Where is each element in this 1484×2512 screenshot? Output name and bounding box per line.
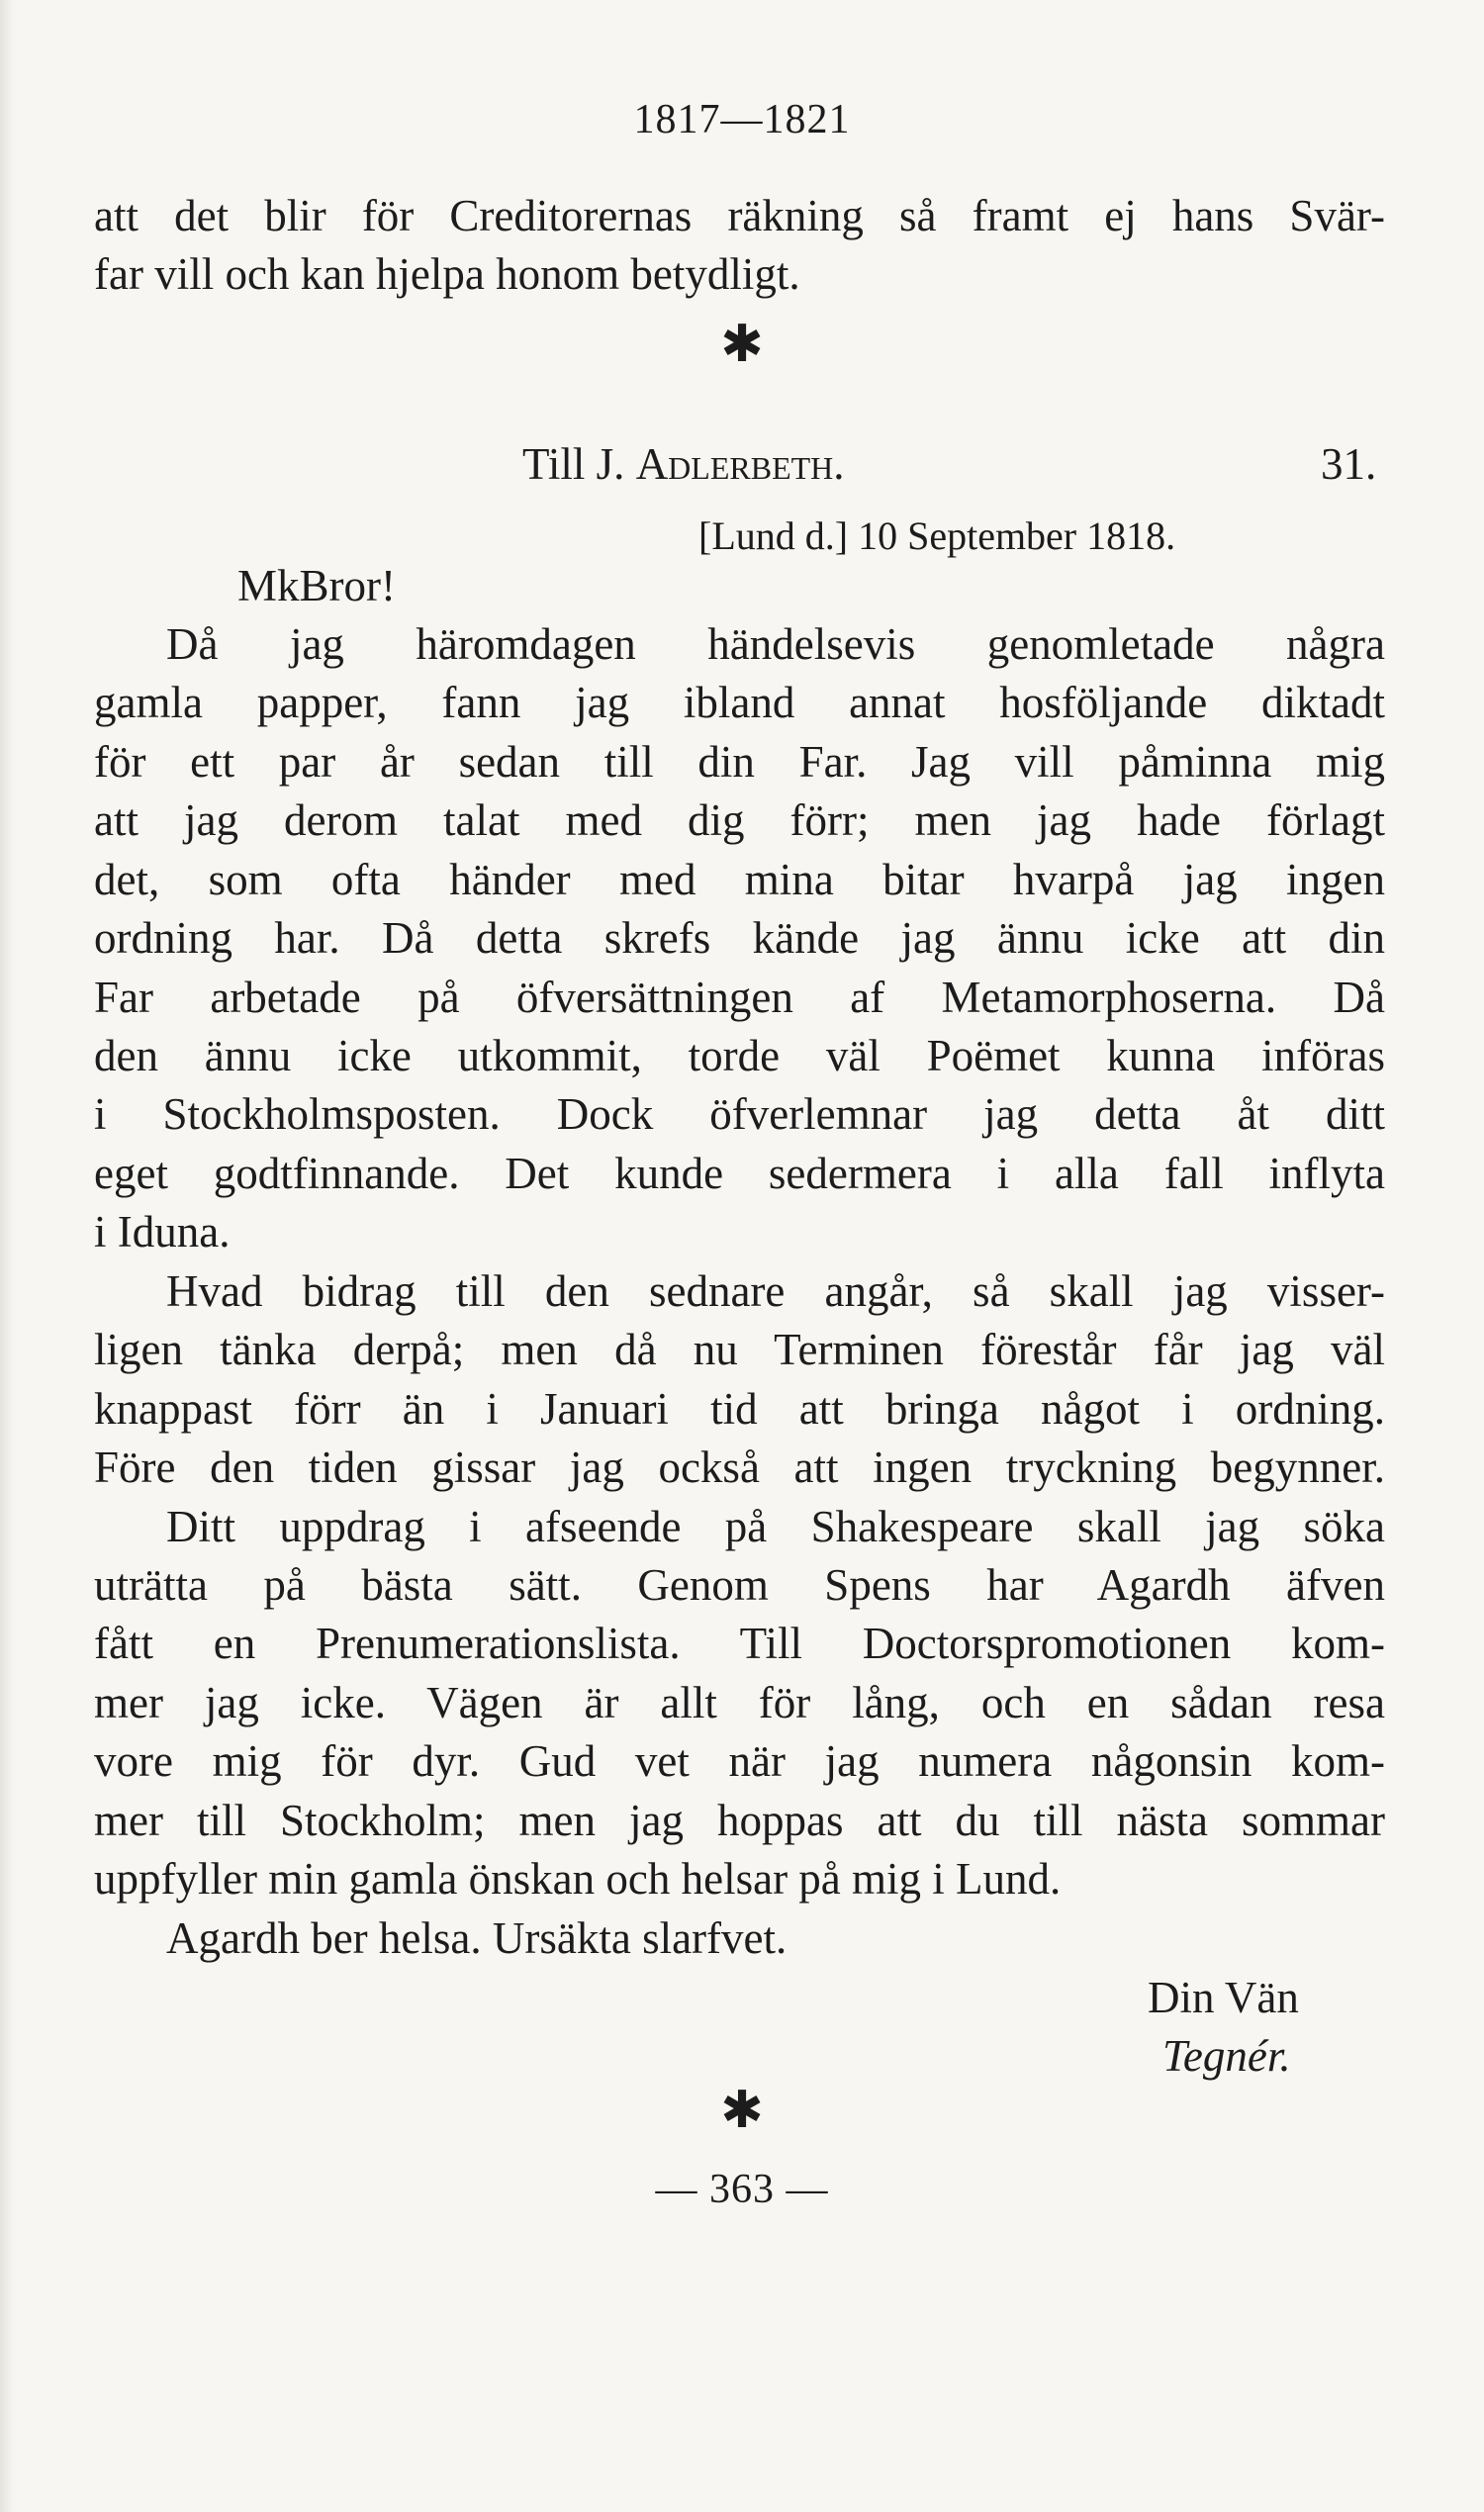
letter-closing: Din Vän: [1148, 1973, 1299, 2022]
text-line: vore mig för dyr. Gud vet när jag numera någonsin kom-: [94, 1736, 1385, 1786]
letter-place-date: [Lund d.] 10 September 1818.: [698, 513, 1176, 558]
running-header-years: 1817—1821: [633, 97, 851, 142]
recipient-name: Adlerbeth.: [635, 439, 845, 489]
text-line: Före den tiden gissar jag också att ingen tryckning begynner.: [94, 1442, 1385, 1492]
text-line: eget godtfinnande. Det kunde sedermera i alla fall inflyta: [94, 1149, 1385, 1198]
text-line: den ännu icke utkommit, torde väl Poëmet kunna införas: [94, 1031, 1385, 1080]
page-number: — 363 —: [655, 2167, 829, 2212]
text-line: ordning har. Då detta skrefs kände jag ännu icke att din: [94, 913, 1385, 963]
text-line: uträtta på bästa sätt. Genom Spens har Agardh äfven: [94, 1560, 1385, 1610]
letter-salutation: MkBror!: [237, 561, 396, 610]
text-line: det, som ofta händer med mina bitar hvarpå jag ingen: [94, 855, 1385, 904]
text-line: för ett par år sedan till din Far. Jag vill påminna mig: [94, 737, 1385, 787]
text-line: att det blir för Creditorernas räkning så framt ej hans Svär-: [94, 191, 1385, 240]
text-line: att jag derom talat med dig förr; men jag hade förlagt: [94, 795, 1385, 845]
text-line: Ditt uppdrag i afseende på Shakespeare skall jag söka: [166, 1502, 1385, 1551]
letter-signature: Tegnér.: [1162, 2031, 1291, 2081]
text-line: i Stockholmsposten. Dock öfverlemnar jag detta åt ditt: [94, 1089, 1385, 1139]
text-line: uppfyller min gamla önskan och helsar på mig i Lund.: [94, 1854, 1062, 1904]
text-line: fått en Prenumerationslista. Till Doctorspromotionen kom-: [94, 1619, 1385, 1668]
asterisk-ornament: ✱: [720, 2083, 764, 2139]
asterisk-ornament: ✱: [720, 317, 764, 373]
text-line: mer till Stockholm; men jag hoppas att du till nästa sommar: [94, 1796, 1385, 1845]
text-line: knappast förr än i Januari tid att bringa något i ordning.: [94, 1384, 1385, 1434]
text-line: far vill och kan hjelpa honom betydligt.: [94, 249, 800, 299]
letter-number: 31.: [1321, 439, 1377, 489]
text-line: Agardh ber helsa. Ursäkta slarfvet.: [166, 1913, 788, 1963]
text-line: gamla papper, fann jag ibland annat hosföljande diktadt: [94, 678, 1385, 727]
text-line: Far arbetade på öfversättningen af Metamorphoserna. Då: [94, 973, 1385, 1022]
recipient-prefix: Till J.: [522, 439, 636, 489]
text-line: Då jag häromdagen händelsevis genomletade några: [166, 619, 1385, 669]
text-line: ligen tänka derpå; men då nu Terminen förestår får jag väl: [94, 1325, 1385, 1374]
text-line: mer jag icke. Vägen är allt för lång, och en sådan resa: [94, 1678, 1385, 1727]
text-line: Hvad bidrag till den sednare angår, så skall jag visser-: [166, 1266, 1385, 1316]
letter-recipient: [522, 435, 845, 493]
text-line: i Iduna.: [94, 1207, 231, 1256]
